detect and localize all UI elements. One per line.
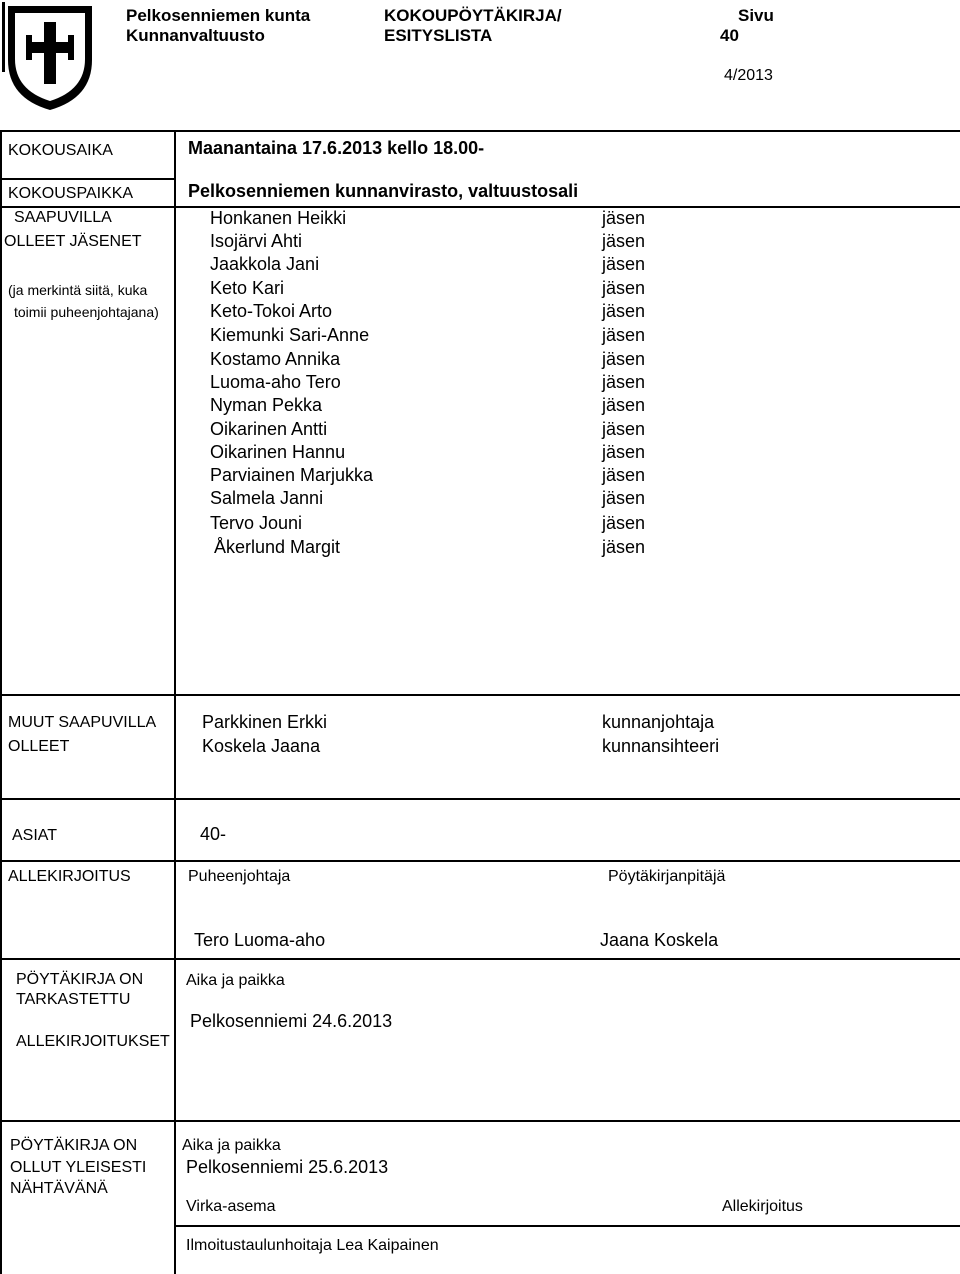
signature-field-label: Allekirjoitus [722,1198,803,1215]
member-role: jäsen [602,349,646,369]
meeting-place-value: Pelkosenniemen kunnanvirasto, valtuustosali [188,181,579,201]
frame-left-line [0,130,2,1274]
member-name: Åkerlund Margit [214,537,341,557]
signature-label: ALLEKIRJOITUS [8,868,131,885]
inspected-label-3: ALLEKIRJOITUKSET [16,1033,170,1050]
member-name: Luoma-aho Tero [210,372,341,392]
member-role: jäsen [602,513,646,533]
members-label-2: OLLEET JÄSENET [4,233,142,250]
displayed-label: PÖYTÄKIRJA ON [10,1137,138,1154]
member-name: Salmela Janni [210,488,324,508]
others-label-2: OLLEET [8,738,70,755]
members-label: SAAPUVILLA [14,209,112,226]
meeting-time-label: KOKOUSAIKA [8,142,113,159]
other-name: Koskela Jaana [202,736,321,756]
member-name: Honkanen Heikki [210,208,347,228]
office-value: Ilmoitustaulunhoitaja Lea Kaipainen [186,1237,439,1254]
member-name: Keto Kari [210,278,285,298]
member-name: Parviainen Marjukka [210,465,374,485]
member-role: jäsen [602,488,646,508]
row-line [0,860,960,862]
chair-name: Tero Luoma-aho [194,930,326,950]
row-line [0,798,960,800]
items-label: ASIAT [12,827,58,844]
member-role: jäsen [602,208,646,228]
meeting-number: 4/2013 [724,67,773,84]
meeting-place-label: KOKOUSPAIKKA [8,185,134,202]
row-line [0,958,960,960]
displayed-label-3: NÄHTÄVÄNÄ [10,1180,108,1197]
member-role: jäsen [602,278,646,298]
member-role: jäsen [602,419,646,439]
row-line [0,178,175,180]
member-name: Tervo Jouni [210,513,303,533]
row-line [0,1120,960,1122]
inspected-label: PÖYTÄKIRJA ON [16,971,144,988]
secretary-name: Jaana Koskela [600,930,719,950]
member-role: jäsen [602,325,646,345]
chair-title: Puheenjohtaja [188,868,291,885]
doctype-line2: ESITYSLISTA [384,26,493,45]
member-role: jäsen [602,254,646,274]
member-name: Kiemunki Sari-Anne [210,325,370,345]
members-note: (ja merkintä siitä, kuka [8,282,148,298]
member-role: jäsen [602,537,646,557]
office-label: Virka-asema [186,1198,276,1215]
inspected-place-value: Pelkosenniemi 24.6.2013 [190,1011,393,1031]
member-name: Oikarinen Antti [210,419,328,439]
displayed-place-value: Pelkosenniemi 25.6.2013 [186,1157,389,1177]
other-name: Parkkinen Erkki [202,712,328,732]
member-name: Nyman Pekka [210,395,323,415]
members-note-2: toimii puheenjohtajana) [14,304,159,320]
doctype-line1: KOKOUPÖYTÄKIRJA/ [384,6,562,25]
meeting-time-value: Maanantaina 17.6.2013 kello 18.00- [188,138,485,158]
row-line [0,694,960,696]
frame-top-line [0,130,960,132]
body-name: Kunnanvaltuusto [126,26,265,45]
member-role: jäsen [602,231,646,251]
row-line [0,206,960,208]
other-role: kunnansihteeri [602,736,720,756]
page-number: 40 [720,26,739,45]
org-name: Pelkosenniemen kunta [126,6,311,25]
displayed-label-2: OLLUT YLEISESTI [10,1159,147,1176]
frame-divider-line [174,130,176,1274]
member-name: Kostamo Annika [210,349,341,369]
member-name: Isojärvi Ahti [210,231,303,251]
other-role: kunnanjohtaja [602,712,715,732]
row-line [174,1225,960,1227]
inspected-label-2: TARKASTETTU [16,991,131,1008]
secretary-title: Pöytäkirjanpitäjä [608,868,726,885]
member-role: jäsen [602,301,646,321]
member-name: Jaakkola Jani [210,254,320,274]
others-label: MUUT SAAPUVILLA [8,714,157,731]
inspected-place-label: Aika ja paikka [186,972,285,989]
displayed-place-label: Aika ja paikka [182,1137,281,1154]
municipal-crest-icon [2,2,98,114]
member-role: jäsen [602,395,646,415]
member-role: jäsen [602,465,646,485]
member-name: Oikarinen Hannu [210,442,346,462]
member-role: jäsen [602,372,646,392]
items-value: 40- [200,824,227,844]
member-name: Keto-Tokoi Arto [210,301,333,321]
member-role: jäsen [602,442,646,462]
page-label: Sivu [738,6,774,25]
